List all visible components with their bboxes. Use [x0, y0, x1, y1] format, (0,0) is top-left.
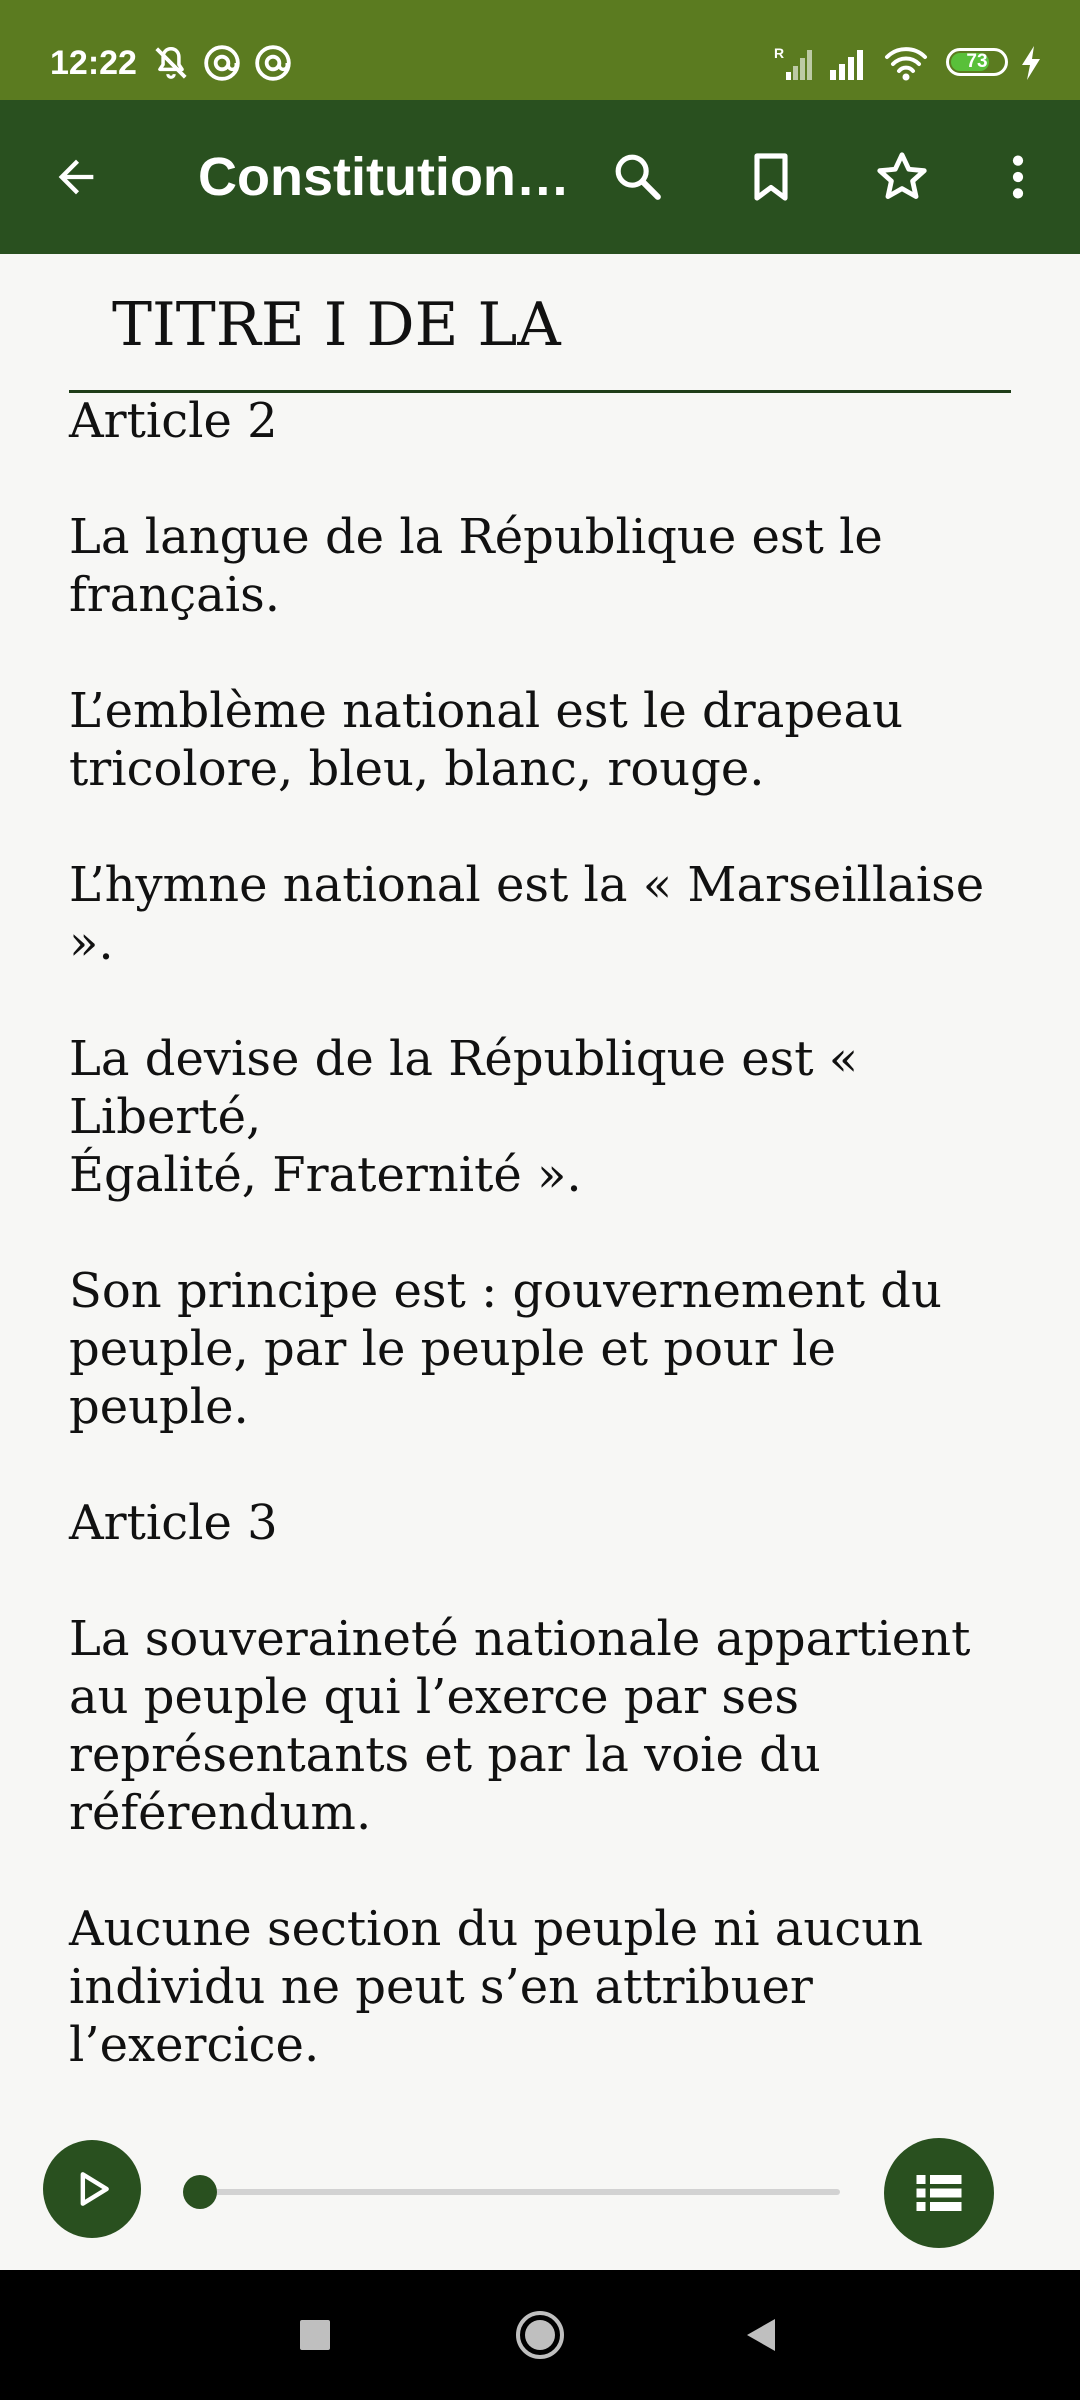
article-content[interactable] — [0, 254, 1080, 2116]
audio-player — [0, 2116, 1080, 2270]
more-options-button[interactable] — [978, 137, 1058, 217]
progress-thumb[interactable] — [183, 2175, 217, 2209]
square-icon — [298, 2318, 332, 2352]
back-button[interactable] — [36, 137, 116, 217]
bookmark-icon — [743, 149, 799, 205]
more-vert-icon — [990, 149, 1046, 205]
svg-text:R: R — [774, 45, 785, 61]
page-title: Constitution… — [198, 147, 570, 207]
recents-button[interactable] — [280, 2300, 350, 2370]
paragraph: La langue de la République est le français. — [69, 509, 883, 623]
search-icon — [610, 149, 666, 205]
table-of-contents-button[interactable] — [884, 2138, 994, 2248]
status-time: 12:22 — [50, 44, 137, 82]
at-sign-icon — [203, 44, 241, 82]
bookmark-button[interactable] — [731, 137, 811, 217]
play-icon — [70, 2167, 114, 2211]
paragraph: L’hymne national est la « Marseillaise ». — [69, 857, 985, 971]
mute-icon — [152, 44, 190, 82]
list-icon — [912, 2166, 966, 2220]
battery-icon — [946, 48, 1008, 76]
roaming-signal-icon — [772, 44, 816, 82]
paragraph: L’emblème national est le drapeau tricolore, bleu, blanc, rouge. — [69, 683, 903, 797]
app-bar — [0, 100, 1080, 254]
progress-track[interactable] — [200, 2189, 840, 2195]
system-nav-bar — [0, 2270, 1080, 2400]
home-circle-icon — [513, 2308, 567, 2362]
article-heading: Article 2 — [69, 393, 278, 449]
section-title: TITRE I DE LA — [112, 290, 561, 360]
paragraph: Son principe est : gouvernement du peuple, par le peuple et pour le peuple. — [69, 1263, 942, 1435]
charging-icon — [1018, 44, 1044, 82]
search-button[interactable] — [598, 137, 678, 217]
signal-icon — [826, 44, 872, 82]
play-button[interactable] — [43, 2140, 141, 2238]
paragraph: Aucune section du peuple ni aucun individu ne peut s’en attribuer l’exercice. — [69, 1901, 924, 2073]
wifi-icon — [884, 44, 928, 82]
battery-level-text: 73 — [966, 51, 988, 72]
article-heading: Article 3 — [69, 1495, 278, 1551]
back-triangle-icon — [741, 2315, 781, 2355]
article-body — [69, 392, 1029, 2364]
home-button[interactable] — [505, 2300, 575, 2370]
at-sign-icon — [254, 44, 292, 82]
paragraph: La devise de la République est « Liberté, Égalité, Fraternité ». — [69, 1031, 859, 1203]
back-arrow-icon — [50, 151, 102, 203]
paragraph: La souveraineté nationale appartient au peuple qui l’exerce par ses représentants et par la voie du référendum. — [69, 1611, 971, 1841]
star-icon — [873, 148, 931, 206]
status-bar — [0, 0, 1080, 100]
favorite-button[interactable] — [862, 137, 942, 217]
back-nav-button[interactable] — [726, 2300, 796, 2370]
